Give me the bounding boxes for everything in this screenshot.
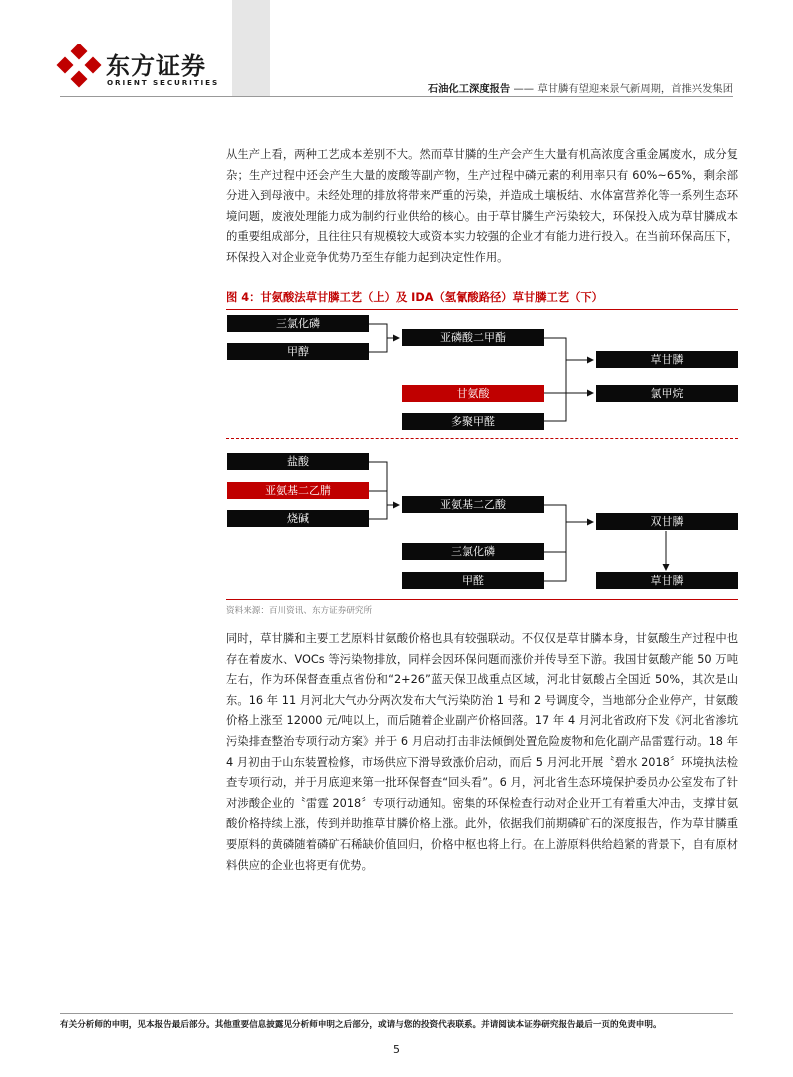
node-dimethyl-phosphite: 亚磷酸二甲酯	[402, 329, 544, 346]
connector-formaldehyde-to-pmida	[544, 522, 593, 581]
node-phosphorus-trichloride: 三氯化磷	[227, 315, 369, 332]
node-paraformaldehyde: 多聚甲醛	[402, 413, 544, 430]
connector-paraformaldehyde-to-products	[544, 393, 566, 421]
node-iminodiacetonitrile: 亚氨基二乙腈	[227, 482, 369, 499]
figure-bottom-rule	[226, 599, 738, 600]
brand-name-cn: 东方证券	[106, 52, 206, 80]
node-formaldehyde: 甲醛	[402, 572, 544, 589]
header-grey-band	[232, 0, 270, 96]
brand-logo	[56, 44, 226, 92]
figure-top-rule	[226, 309, 738, 310]
connector-pcl3-to-dmp	[369, 324, 387, 338]
node-hydrochloric-acid: 盐酸	[227, 453, 369, 470]
report-header	[428, 80, 733, 95]
node-methanol: 甲醇	[227, 343, 369, 360]
report-type: 石油化工深度报告	[427, 83, 511, 95]
connector-caustic-to-ida	[369, 505, 399, 519]
header-divider	[60, 96, 733, 97]
body-paragraph-1: 从生产上看，两种工艺成本差别不大。然而草甘膦的生产会产生大量有机高浓度含重金属废水，成分复杂；生产过程中还会产生大量的废酸等副产物，生产过程中磷元素的利用率只有 60%~65%，剩余部分进入到母液中。未经处理的排放将带来严重的污染，并造成土壤板结、水体富营养化等一系列生态环境问题，废液处理能力成为制约行业供给的核心。由于草甘膦生产污染较大，环保投入成为草甘膦成本的重要组成部分，且往往只有规模较大或资本实力较强的企业才有能力进行投入。在当前环保高压下，环保投入对企业竞争优势乃至生存能力起到决定性作用。	[226, 148, 738, 264]
connector-hcl-to-ida	[369, 462, 387, 505]
connector-methanol-to-dmp	[369, 338, 399, 352]
node-pmida: 双甘膦	[596, 513, 738, 530]
orient-logo-icon	[56, 44, 102, 90]
node-phosphorus-trichloride-ida: 三氯化磷	[402, 543, 544, 560]
figure-dashed-separator	[226, 438, 738, 439]
node-glyphosate-glycine-route: 草甘膦	[596, 351, 738, 368]
page-number: 5	[393, 1043, 400, 1056]
connector-dmp-to-products	[544, 338, 566, 393]
report-subtitle: 草甘膦有望迎来景气新周期，首推兴发集团	[537, 83, 733, 95]
connector-products-glyphosate	[566, 360, 593, 393]
connector-ida-to-pmida	[544, 505, 566, 522]
node-iminodiacetic-acid: 亚氨基二乙酸	[402, 496, 544, 513]
figure-source: 资料来源：百川资讯、东方证券研究所	[226, 606, 373, 616]
node-glycine: 甘氨酸	[402, 385, 544, 402]
footer-disclaimer: 有关分析师的申明，见本报告最后部分。其他重要信息披露见分析师申明之后部分，或请与您的投资代表联系。并请阅读本证券研究报告最后一页的免责申明。	[60, 1020, 662, 1030]
node-glyphosate-ida-route: 草甘膦	[596, 572, 738, 589]
footer-divider	[60, 1013, 733, 1014]
figure-title: 图 4：甘氨酸法草甘膦工艺（上）及 IDA（氢氰酸路径）草甘膦工艺（下）	[226, 291, 603, 304]
header-separator: ——	[510, 83, 538, 95]
node-caustic-soda: 烧碱	[227, 510, 369, 527]
connector-pcl3-to-pmida	[544, 522, 566, 552]
node-chloromethane: 氯甲烷	[596, 385, 738, 402]
body-paragraph-2: 同时，草甘膦和主要工艺原料甘氨酸价格也具有较强联动。不仅仅是草甘膦本身，甘氨酸生产过程中也存在着废水、VOCs 等污染物排放，同样会因环保问题而涨价并传导至下游。我国甘氨酸产能 50 万吨左右，作为环保督查重点省份和“2+26”蓝天保卫战重点区域，河北甘氨酸占全国近 50%，其次是山东。16 年 11 月河北大气办分两次发布大气污染防治 1 号和 2 号调度令，当地部分企业停产，甘氨酸价格上涨至 12000 元/吨以上，而后随着企业副产价格回落。17 年 4 月河北省政府下发《河北省渗坑污染排查整治专项行动方案》并于 6 月启动打击非法倾倒处置危险废物和危化副产品雷霆行动。18 年 4 月初由于山东装置检修，市场供应下滑导致涨价启动，而后 5 月河北开展〝碧水 2018〞环境执法检查专项行动，并于月底迎来第一批环保督查“回头看”。6 月，河北省生态环境保护委员办公室发布了针对涉酸企业的〝雷霆 2018〞专项行动通知。密集的环保检查行动对企业开工有着重大冲击，支撑甘氨酸价格持续上涨，传到并助推草甘膦价格上涨。此外，依据我们前期磷矿石的深度报告，作为草甘膦重要原料的黄磷随着磷矿石稀缺价值回归，价格中枢也将上行。在上游原料供给趋紧的背景下，自有原材料供应的企业也将更有优势。	[226, 632, 738, 872]
brand-name-en: ORIENT SECURITIES	[107, 78, 220, 87]
